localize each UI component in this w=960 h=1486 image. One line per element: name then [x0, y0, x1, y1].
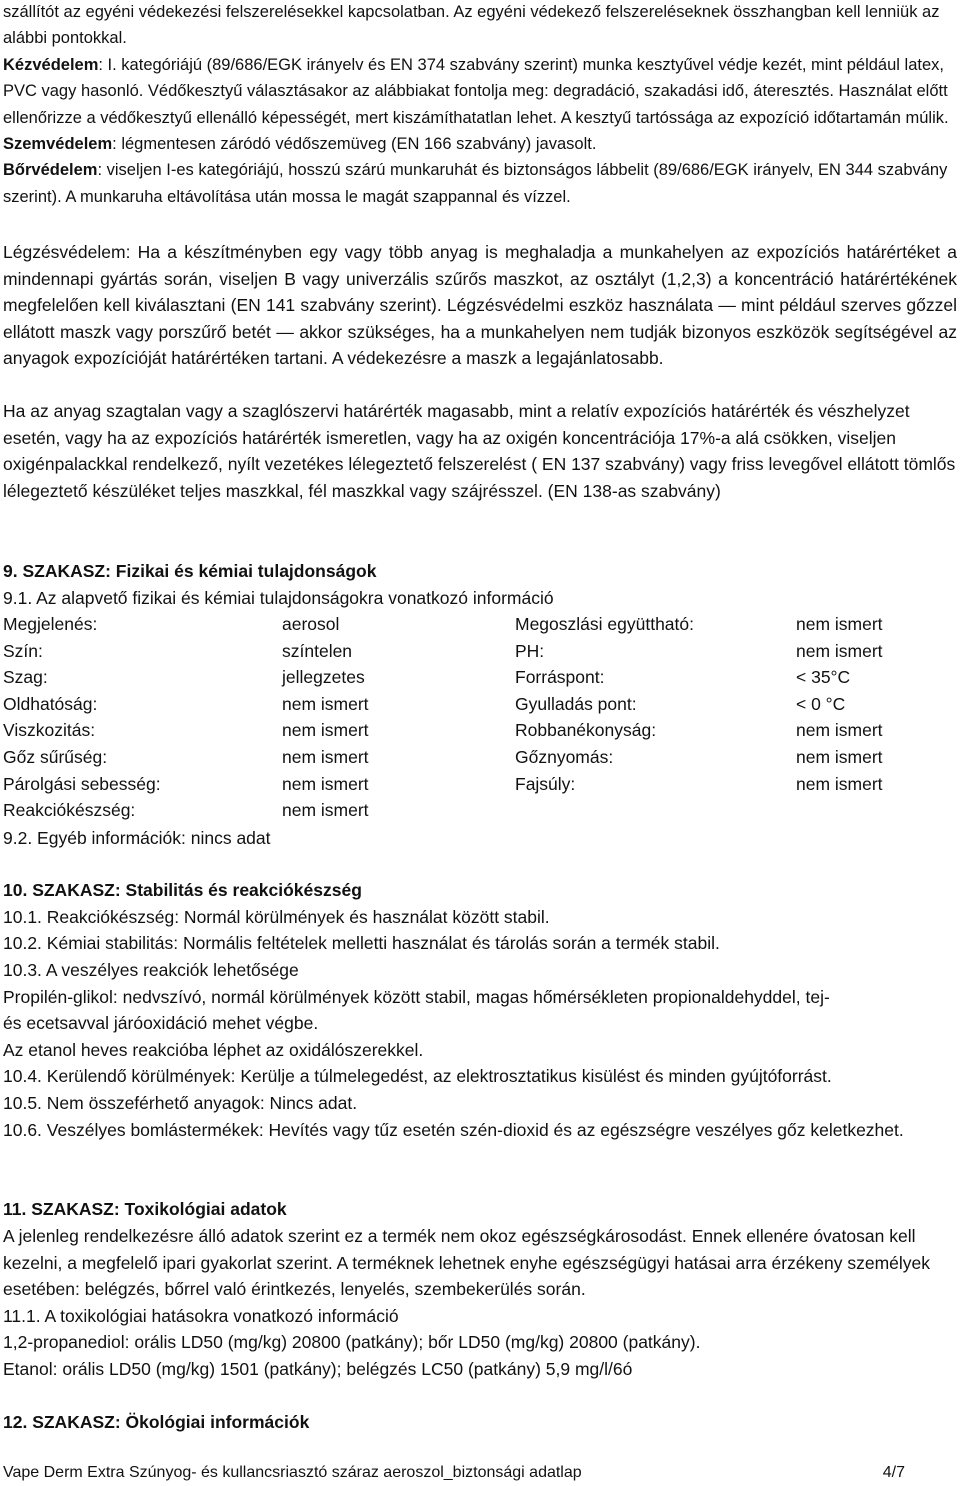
page-footer	[3, 1462, 957, 1484]
property-value: nem ismert	[282, 693, 369, 714]
table-row	[3, 611, 956, 638]
property-label: Oldhatóság:	[3, 693, 98, 714]
section-10-3-title: 10.3. A veszélyes reakciók lehetősége	[3, 960, 299, 980]
table-row	[3, 771, 956, 798]
property-label: Gőznyomás:	[515, 746, 614, 767]
oxygen-deficiency-paragraph	[3, 398, 957, 504]
property-label: Robbanékonyság:	[515, 720, 657, 741]
section-10-2-text: 10.2. Kémiai stabilitás: Normális feltételek melletti használat és tárolás során a termék stabil.	[3, 933, 720, 953]
property-label: Gyulladás pont:	[515, 693, 637, 714]
oxygen-deficiency-text: Ha az anyag szagtalan vagy a szaglószervi határérték magasabb, mint a relatív expozíciós határérték és vészhelyzet esetén, vagy ha az expozíciós határérték ismeretlen, vagy ha az oxigén koncentrációja 17%-a alá csökken, viseljen oxigénpalackkal rendelkező, nyílt vezetékes lélegeztető felszerelést ( EN 137 szabvány) vagy friss levegővel ellátott tömlős lélegeztető készüléket teljes maszkkal, fél maszkkal vagy szájrésszel. (EN 138-as szabvány)	[3, 401, 956, 501]
section-10-6-text: 10.6. Veszélyes bomlástermékek: Hevítés vagy tűz esetén szén-dioxid és az egészségre veszélyes gőz keletkezhet.	[3, 1120, 904, 1140]
skin-protection-text: : viseljen I-es kategóriájú, hosszú szárú munkaruhát és biztonságos lábbelit (89/686/EGK irányelv, EN 344 szabvány szerint). A munkaruha eltávolítása után mossa le magát szappannal és vízzel.	[3, 161, 948, 206]
property-label: PH:	[515, 640, 545, 661]
table-row	[3, 691, 956, 718]
eye-protection-label: Szemvédelem	[3, 135, 113, 154]
property-value: nem ismert	[796, 773, 883, 794]
property-value: < 0 °C	[796, 693, 846, 714]
eye-protection-text: : légmentesen záródó védőszemüveg (EN 166 szabvány) javasolt.	[112, 135, 597, 154]
property-label: Megjelenés:	[3, 614, 98, 634]
property-value: nem ismert	[796, 720, 883, 741]
table-row	[3, 664, 956, 691]
property-value: nem ismert	[282, 720, 369, 741]
property-value: nem ismert	[796, 640, 883, 661]
property-value: jellegzetes	[282, 667, 365, 688]
section-11-1-ethanol: Etanol: orális LD50 (mg/kg) 1501 (patkány); belégzés LC50 (patkány) 5,9 mg/l/6ó	[3, 1359, 633, 1379]
properties-table	[3, 611, 956, 824]
property-value: színtelen	[282, 640, 353, 661]
property-value: nem ismert	[796, 614, 883, 634]
intro-paragraph	[3, 0, 957, 210]
property-label: Gőz sűrűség:	[3, 746, 108, 767]
property-value: nem ismert	[282, 800, 369, 821]
section-11-1-title: 11.1. A toxikológiai hatásokra vonatkozó információ	[3, 1306, 399, 1326]
property-label: Szín:	[3, 640, 43, 661]
property-value: aerosol	[282, 614, 340, 634]
property-label: Fajsúly:	[515, 773, 576, 794]
section-10-3-text-line1: Propilén-glikol: nedvszívó, normál körülmények között stabil, magas hőmérsékleten propionaldehyddel, tej-	[3, 987, 830, 1007]
intro-text: szállítót az egyéni védekezési felszerelésekkel kapcsolatban. Az egyéni védekező felszereléseknek összhangban kell lenniük az alábbi pontokkal.	[3, 3, 940, 48]
table-row	[3, 744, 956, 771]
section-11-1-propanediol: 1,2-propanediol: orális LD50 (mg/kg) 20800 (patkány); bőr LD50 (mg/kg) 20800 (patkány).	[3, 1332, 701, 1352]
section-10-3-text-line2: és ecetsavval járóoxidáció mehet végbe.	[3, 1013, 319, 1033]
property-value: nem ismert	[282, 773, 369, 794]
section-9-1-title: 9.1. Az alapvető fizikai és kémiai tulajdonságokra vonatkozó információ	[3, 588, 554, 608]
section-11-heading: 11. SZAKASZ: Toxikológiai adatok	[3, 1199, 287, 1219]
section-9-2-text: 9.2. Egyéb információk: nincs adat	[3, 828, 271, 848]
section-10-3-ethanol-text: Az etanol heves reakcióba léphet az oxidálószerekkel.	[3, 1040, 424, 1060]
property-label: Szag:	[3, 667, 48, 688]
hand-protection-label: Kézvédelem	[3, 55, 99, 74]
respiratory-protection-text: : Ha a készítményben egy vagy több anyag is meghaladja a munkahelyen az expozíciós határértéket a mindennapi gyártás során, viseljen B vagy univerzális szűrős maszkot, az osztályt (1,2,3) a koncentráció határértékének megfelelően kell kiválasztani (EN 141 szabvány szerint). Légzésvédelmi eszköz használata — mint például szerves gőzzel ellátott maszk vagy porszűrő betét — akkor szükséges, ha a munkahelyen nem tudják bizonyos eszközök segítségével az anyagok expozícióját határértéken tartani. A védekezésre a maszk a legajánlatosabb.	[3, 242, 957, 368]
page-number: 4/7	[882, 1464, 905, 1481]
section-11-paragraph: A jelenleg rendelkezésre álló adatok szerint ez a termék nem okoz egészségkárosodást. Ennek ellenére óvatosan kell kezelni, a megfelelő ipari gyakorlat szerint. A terméknek lehetnek enyhe egészségügyi hatásai arra érzékeny személyek esetében: belégzés, bőrrel való érintkezés, lenyelés, szembekerülés során.	[3, 1226, 931, 1299]
section-10-heading: 10. SZAKASZ: Stabilitás és reakciókészség	[3, 880, 362, 900]
table-row	[3, 797, 956, 824]
property-label: Párolgási sebesség:	[3, 773, 161, 794]
section-10-4-text: 10.4. Kerülendő körülmények: Kerülje a túlmelegedést, az elektrosztatikus kisülést és minden gyújtóforrást.	[3, 1066, 832, 1086]
respiratory-protection-paragraph	[3, 239, 957, 372]
section-9-heading: 9. SZAKASZ: Fizikai és kémiai tulajdonságok	[3, 561, 377, 581]
hand-protection-text: : I. kategóriájú (89/686/EGK irányelv és EN 374 szabvány szerint) munka kesztyűvel védje kezét, mint például latex, PVC vagy hasonló. Védőkesztyű választásakor az alábbiakat fontolja meg: degradáció, szakadási idő, áteresztés. Használat előtt ellenőrizze a védőkesztyű ellenálló képességét, mert kiszámíthatatlan lehet. A kesztyű tartóssága az expozíció időtartamán múlik.	[3, 55, 949, 127]
property-value: nem ismert	[282, 746, 369, 767]
property-value: < 35°C	[796, 667, 851, 688]
property-label: Viszkozitás:	[3, 720, 96, 741]
property-label: Reakciókészség:	[3, 800, 136, 821]
table-row	[3, 717, 956, 744]
property-label: Megoszlási együttható:	[515, 614, 694, 634]
section-10-1-text: 10.1. Reakciókészség: Normál körülmények és használat között stabil.	[3, 907, 550, 927]
property-label	[515, 797, 796, 824]
property-label: Forráspont:	[515, 667, 605, 688]
section-12-heading: 12. SZAKASZ: Ökológiai információk	[3, 1412, 310, 1432]
property-value	[796, 797, 956, 824]
skin-protection-label: Bőrvédelem	[3, 161, 98, 180]
section-10-5-text: 10.5. Nem összeférhető anyagok: Nincs adat.	[3, 1093, 358, 1113]
property-value: nem ismert	[796, 746, 883, 767]
footer-document-title: Vape Derm Extra Szúnyog- és kullancsriasztó száraz aeroszol_biztonsági adatlap	[3, 1464, 582, 1481]
table-row	[3, 638, 956, 665]
respiratory-protection-label: Légzésvédelem	[3, 242, 126, 262]
